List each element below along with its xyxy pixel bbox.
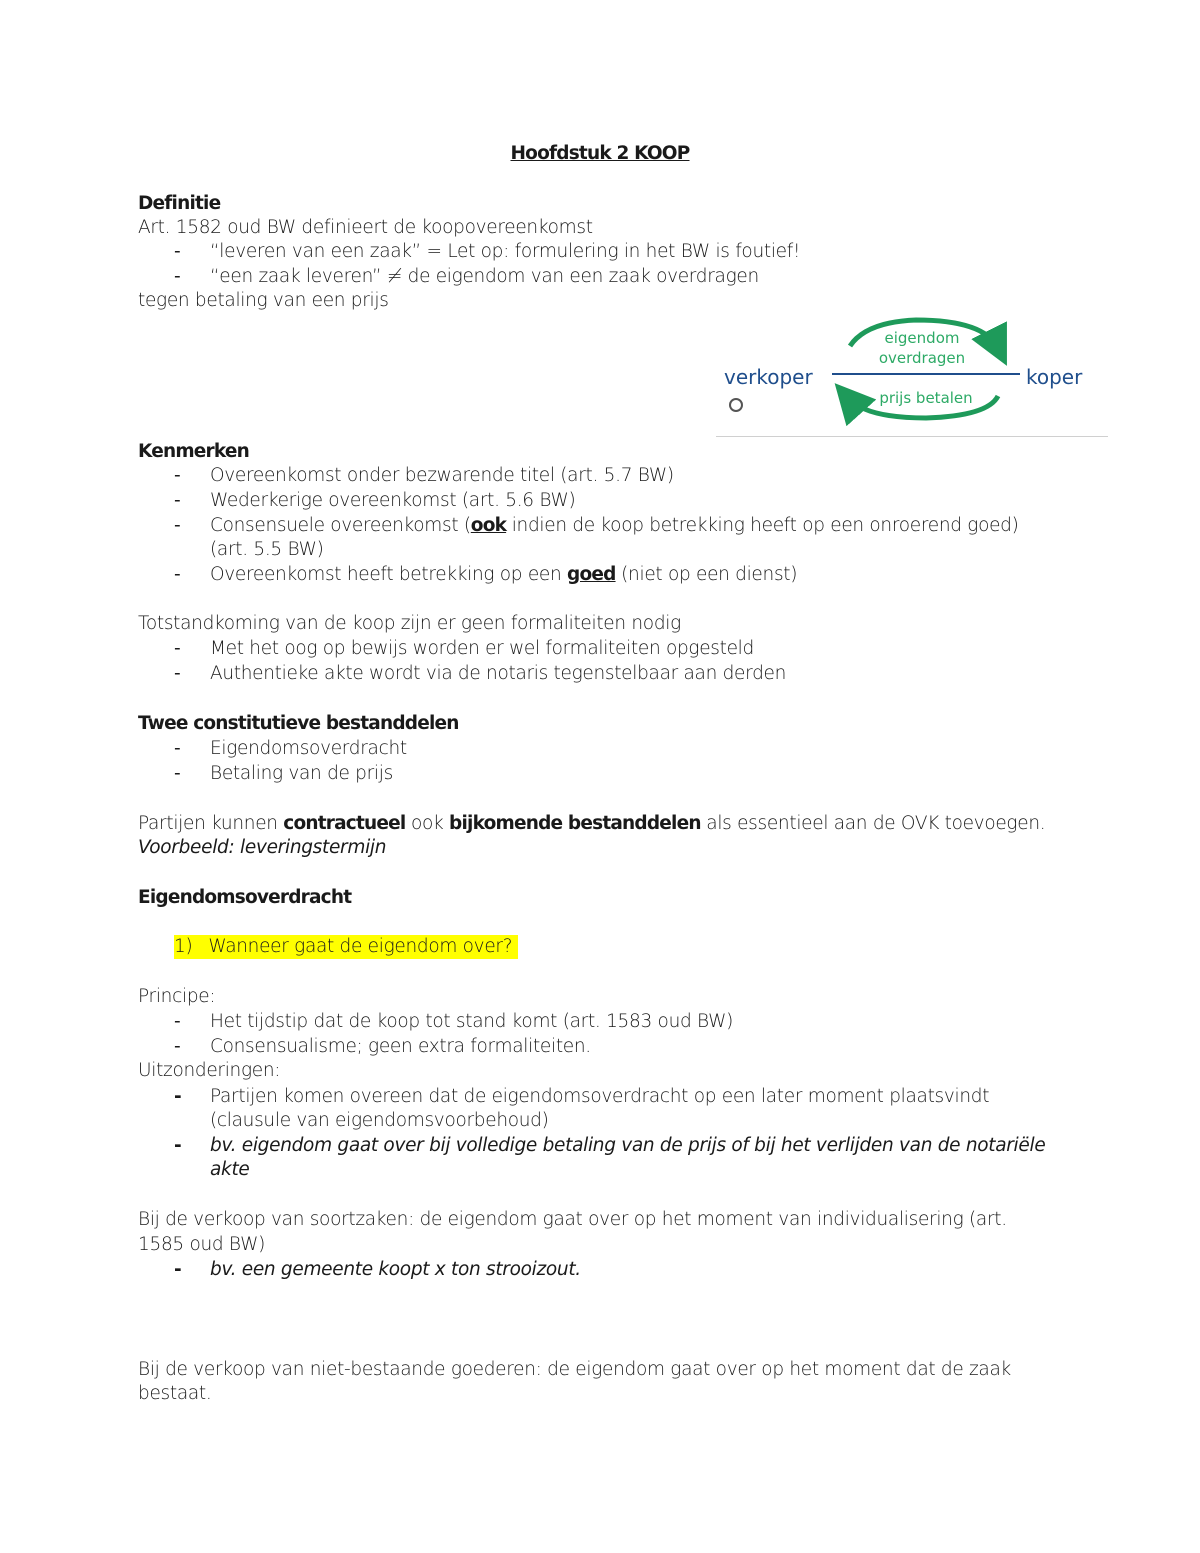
principe-bullet-1: Het tijdstip dat de koop tot stand komt (art. 1583 oud BW) — [210, 1011, 734, 1032]
niet-bestaande-line-2: bestaat. — [138, 1383, 212, 1404]
koop-diagram-svg — [716, 316, 1110, 440]
soortzaken-line-1: Bij de verkoop van soortzaken: de eigendom gaat over op het moment van individualisering (art. — [138, 1209, 1007, 1230]
definitie-outro: tegen betaling van een prijs — [138, 290, 389, 311]
uitzondering-2-cont: akte — [210, 1159, 250, 1180]
bullet-dash: - — [174, 1011, 181, 1032]
heading-definitie: Definitie — [138, 193, 221, 214]
bullet-dash: - — [174, 465, 181, 486]
bullet-dash: - — [174, 564, 181, 585]
bullet-dash: - — [174, 1135, 182, 1156]
principe-label: Principe: — [138, 986, 216, 1007]
text-run: Consensuele overeenkomst ( — [210, 515, 471, 536]
heading-eigendomsoverdracht: Eigendomsoverdracht — [138, 887, 352, 908]
totstandkoming-bullet-2: Authentieke akte wordt via de notaris tegenstelbaar aan derden — [210, 663, 787, 684]
prijs-betalen-label: prijs betalen — [879, 389, 973, 407]
bullet-dash: - — [174, 241, 181, 262]
bold-contractueel: contractueel — [283, 813, 406, 834]
definitie-intro: Art. 1582 oud BW definieert de koopovereenkomst — [138, 217, 593, 238]
text-run: Overeenkomst heeft betrekking op een — [210, 564, 568, 585]
bullet-dash: - — [174, 266, 181, 287]
bold-goed: goed — [567, 564, 616, 585]
kenmerken-bullet-3 — [210, 514, 1019, 538]
uitzonderingen-label: Uitzonderingen: — [138, 1060, 281, 1081]
text-run: indien de koop betrekking heeft op een onroerend goed) — [506, 515, 1019, 536]
bullet-dash: - — [174, 738, 181, 759]
overdragen-label: overdragen — [878, 349, 966, 367]
niet-bestaande-line-1: Bij de verkoop van niet-bestaande goederen: de eigendom gaat over op het moment dat de zaak — [138, 1359, 1011, 1380]
heading-bestanddelen: Twee constitutieve bestanddelen — [138, 713, 459, 734]
kenmerken-bullet-4 — [210, 563, 797, 587]
text-run: Partijen kunnen — [138, 813, 284, 834]
circle-icon — [730, 399, 742, 411]
question-number: 1) — [174, 936, 193, 957]
page-title: Hoofdstuk 2 KOOP — [510, 143, 690, 164]
bullet-dash: - — [174, 490, 181, 511]
text-run: (niet op een dienst) — [615, 564, 798, 585]
bold-ook: ook — [470, 515, 507, 536]
bestanddelen-paragraph — [138, 812, 1045, 836]
totstandkoming-bullet-1: Met het oog op bewijs worden er wel formaliteiten opgesteld — [210, 638, 754, 659]
koper-label: koper — [1026, 365, 1083, 389]
text-run: als essentieel aan de OVK toevoegen. — [700, 813, 1046, 834]
question-text: Wanneer gaat de eigendom over? — [208, 936, 513, 957]
bold-bijkomende: bijkomende bestanddelen — [449, 813, 701, 834]
soortzaken-example: bv. een gemeente koopt x ton strooizout. — [210, 1259, 581, 1280]
principe-bullet-2: Consensualisme; geen extra formaliteiten. — [210, 1036, 591, 1057]
bullet-dash: - — [174, 1086, 182, 1107]
soortzaken-line-2: 1585 oud BW) — [138, 1234, 265, 1255]
uitzondering-1: Partijen komen overeen dat de eigendomsoverdracht op een later moment plaatsvindt — [210, 1086, 990, 1107]
definitie-bullet-1: “leveren van een zaak” = Let op: formulering in het BW is foutief! — [210, 241, 801, 262]
bullet-dash: - — [174, 515, 181, 536]
uitzondering-1-cont: (clausule van eigendomsvoorbehoud) — [210, 1110, 549, 1131]
bestanddelen-bullet-2: Betaling van de prijs — [210, 763, 393, 784]
bullet-dash: - — [174, 1036, 181, 1057]
bullet-dash: - — [174, 763, 181, 784]
heading-kenmerken: Kenmerken — [138, 441, 249, 462]
kenmerken-bullet-2: Wederkerige overeenkomst (art. 5.6 BW) — [210, 490, 576, 511]
totstandkoming-intro: Totstandkoming van de koop zijn er geen formaliteiten nodig — [138, 613, 681, 634]
eigendom-label: eigendom — [884, 329, 960, 347]
verkoper-label: verkoper — [724, 365, 813, 389]
diagram-divider — [716, 436, 1108, 437]
koop-diagram — [716, 316, 1110, 440]
kenmerken-bullet-1: Overeenkomst onder bezwarende titel (art. 5.7 BW) — [210, 465, 674, 486]
definitie-bullet-2: “een zaak leveren” ≠ de eigendom van een zaak overdragen — [210, 266, 759, 287]
bestanddelen-bullet-1: Eigendomsoverdracht — [210, 738, 407, 759]
bullet-dash: - — [174, 1259, 182, 1280]
uitzondering-2: bv. eigendom gaat over bij volledige betaling van de prijs of bij het verlijden van de notariële — [210, 1135, 1046, 1156]
bullet-dash: - — [174, 638, 181, 659]
text-run: ook — [405, 813, 450, 834]
highlighted-question — [174, 935, 518, 959]
bestanddelen-example: Voorbeeld: leveringstermijn — [138, 837, 387, 858]
kenmerken-bullet-3-cont: (art. 5.5 BW) — [210, 539, 324, 560]
bullet-dash: - — [174, 663, 181, 684]
